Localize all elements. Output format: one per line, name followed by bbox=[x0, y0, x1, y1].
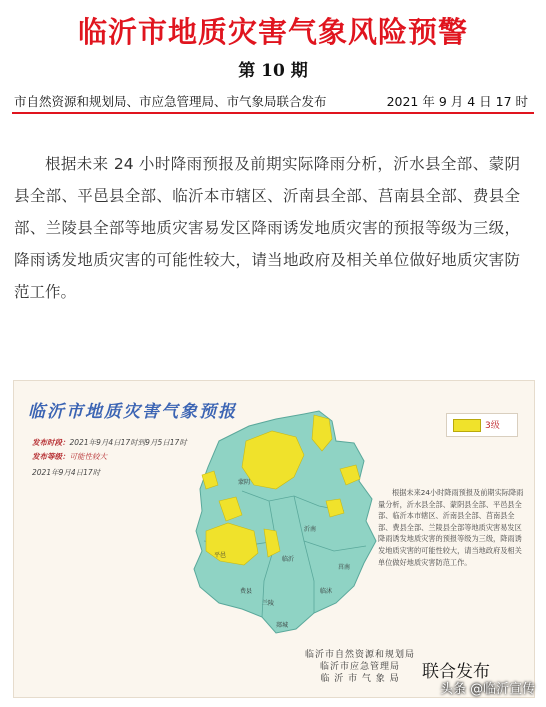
agency-list bbox=[300, 649, 420, 685]
legend-swatch bbox=[453, 419, 481, 432]
meta-period: 发布时段：2021年9月4日17时到9月5日17时 bbox=[32, 438, 187, 447]
place-label: 沂南 bbox=[304, 526, 317, 533]
place-label: 平邑 bbox=[214, 552, 227, 559]
place-label: 费县 bbox=[240, 588, 253, 595]
place-label: 蒙阴 bbox=[238, 479, 251, 486]
issue-date: 2021 年 9 月 4 日 17 时 bbox=[386, 94, 528, 109]
place-label: 兰陵 bbox=[262, 600, 275, 607]
forecast-map-card bbox=[13, 380, 535, 698]
agency-name: 临 沂 市 气 象 局 bbox=[320, 674, 400, 684]
meta-issued: 2021年9月4日17时 bbox=[32, 468, 101, 477]
issuer-line: 市自然资源和规划局、市应急管理局、市气象局联合发布 bbox=[14, 94, 327, 109]
place-label: 莒南 bbox=[338, 564, 351, 571]
page-title: 临沂市地质灾害气象风险预警 bbox=[77, 15, 468, 49]
map-side-text: 根据未来24小时降雨预报及前期实际降雨量分析，沂水县全部、蒙阴县全部、平邑县全部、临沂本市辖区、沂南县全部、莒南县全部、费县全部、兰陵县全部等地质灾害易发区降雨诱发地质灾害的预报等级为三级，降雨诱发地质灾害的可能性较大，请当地政府及相关单位做好地质灾害防范工作。 bbox=[378, 488, 524, 567]
watermark: 头条 @临沂宣传 bbox=[440, 682, 536, 697]
place-label: 临沂 bbox=[282, 556, 295, 563]
agency-name: 临沂市应急管理局 bbox=[319, 662, 400, 672]
header-divider bbox=[12, 112, 534, 114]
legend-label: 3级 bbox=[485, 421, 500, 431]
agency-name: 临沂市自然资源和规划局 bbox=[304, 650, 415, 660]
map-title: 临沂市地质灾害气象预报 bbox=[28, 402, 237, 422]
issue-number: 第 10 期 bbox=[238, 61, 308, 81]
warning-paragraph: 根据未来 24 小时降雨预报及前期实际降雨分析，沂水县全部、蒙阴县全部、平邑县全部、临沂本市辖区、沂南县全部、莒南县全部、费县全部、兰陵县全部等地质灾害易发区降雨诱发地质灾害的预报等级为三级，降雨诱发地质灾害的可能性较大，请当地政府及相关单位做好地质灾害防范工作。 bbox=[14, 155, 520, 301]
place-label: 临沭 bbox=[320, 588, 333, 595]
meta-level: 发布等级：可能性较大 bbox=[32, 452, 107, 461]
map-legend bbox=[446, 413, 518, 437]
joint-release-label: 联合发布 bbox=[422, 662, 490, 682]
place-label: 郯城 bbox=[276, 622, 289, 629]
